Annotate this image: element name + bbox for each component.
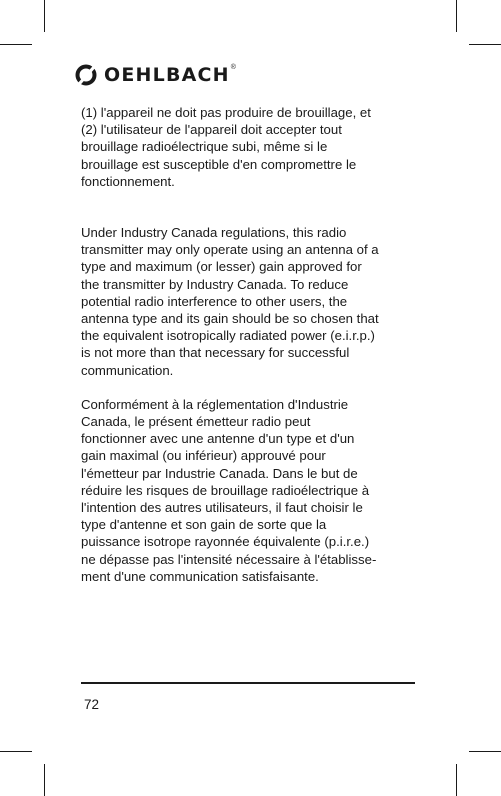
crop-mark-bottom-right-horizontal bbox=[469, 751, 501, 752]
crop-mark-bottom-left-horizontal bbox=[0, 751, 32, 752]
crop-mark-bottom-left-vertical bbox=[44, 764, 45, 796]
registered-mark: ® bbox=[230, 64, 236, 71]
paragraph-industry-canada-english: Under Industry Canada regulations, this radio transmitter may only operate using an antenna of a type and maximum (or lesser) gain approved for the transmitter by Industry Canada. To reduce potential radio interference to other users, the antenna type and its gain should be so chosen that the equivalent isotropically radiated power (e.i.r.p.) is not more than that necessary for successful communication. bbox=[81, 225, 379, 378]
crop-mark-bottom-right-vertical bbox=[456, 764, 457, 796]
crop-mark-top-right-horizontal bbox=[469, 44, 501, 45]
oehlbach-emblem-icon bbox=[74, 63, 98, 87]
document-body bbox=[81, 104, 421, 585]
footer-divider bbox=[81, 682, 415, 684]
brand-logo bbox=[74, 62, 236, 88]
crop-mark-top-left-vertical bbox=[44, 0, 45, 32]
paragraph-industry-canada-french: Conformément à la réglementation d'Industrie Canada, le présent émetteur radio peut fonctionner avec une antenne d'un type et d'un gain maximal (ou inférieur) approuvé pour l'émetteur par Industrie Canada. Dans le but de réduire les risques de brouillage radioélectrique à l'intention des autres utilisateurs, il faut choisir le type d'antenne et son gain de sorte que la puissance isotrope rayonnée équivalente (p.i.r.e.) ne dépasse pas l'intensité nécessaire à l'établisse- ment d'une communication satisfaisante. bbox=[81, 396, 377, 584]
brand-name: OEHLBACH bbox=[104, 63, 230, 86]
crop-mark-top-left-horizontal bbox=[0, 44, 32, 45]
paragraph-french-conditions: (1) l'appareil ne doit pas produire de brouillage, et (2) l'utilisateur de l'appareil doit accepter tout brouillage radioélectrique subi, même si le brouillage est susceptible d'en compromettre le fonctionnement. bbox=[81, 105, 371, 189]
page-number: 72 bbox=[84, 697, 100, 712]
crop-mark-top-right-vertical bbox=[456, 0, 457, 32]
